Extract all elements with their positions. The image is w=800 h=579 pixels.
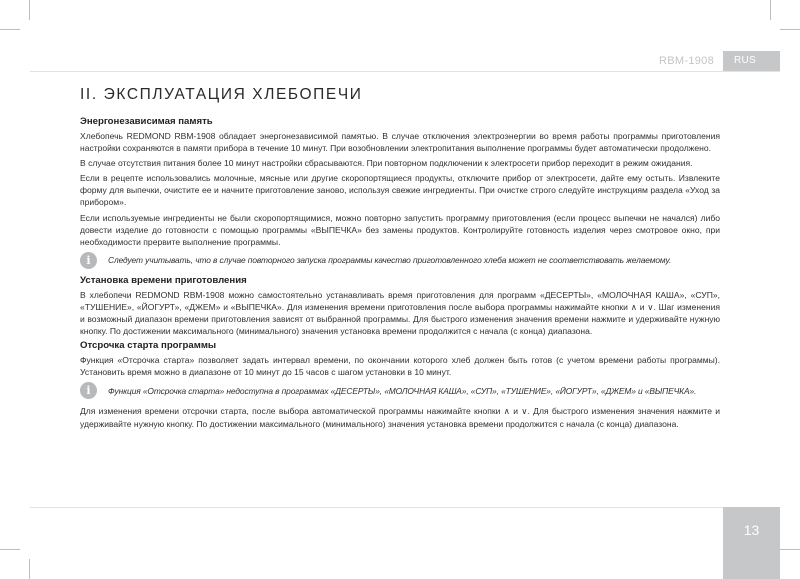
page-number: 13 — [723, 507, 780, 579]
info-icon: i — [80, 252, 97, 269]
paragraph: В случае отсутствия питания более 10 минут настройки сбрасываются. При повторном подключении к электросети прибор переходит в режим ожидания. — [80, 158, 693, 169]
header-lang-badge: RUS — [723, 51, 780, 71]
crop-mark — [780, 29, 800, 30]
paragraph: Функция «Отсрочка старта» позволяет задать интервал времени, по окончании которого хлеб должен быть готов (с учетом времени работы программы). Установить время можно в диапазоне от 10 минут до 15 часов с шагом установки в 10 минут. — [80, 355, 720, 378]
crop-mark — [780, 549, 800, 550]
paragraph: Если в рецепте использовались молочные, мясные или другие скоропортящиеся продукты, отключите прибор от электросети, дайте ему остыть. Извлеките форму для выпечки, очистите ее и начните приготовление заново, используя свежие ингредиенты. При очистке строго следуйте инструкциям раздела «Уход за прибором». — [80, 173, 720, 208]
info-note-text: Функция «Отсрочка старта» недоступна в программах «ДЕСЕРТЫ», «МОЛОЧНАЯ КАША», «СУП», «ТУШЕНИЕ», «ЙОГУРТ», «ДЖЕМ» и «ВЫПЕЧКА». — [108, 385, 697, 396]
header-model: RBM-1908 — [659, 55, 714, 67]
paragraph: Если используемые ингредиенты не были скоропортящимися, можно повторно запустить программу приготовления (если процесс выпечки не начался) либо довести изделие до готовности с помощью программы «ВЫПЕЧКА» без замены продуктов. Контролируйте готовность изделия через смотровое окно, при необходимости прервите выполнение программы. — [80, 212, 720, 247]
paragraph-text: и — [509, 406, 522, 417]
info-icon: i — [80, 382, 97, 399]
paragraph-text: В хлебопечи REDMOND RBM-1908 можно самостоятельно устанавливать время приготовления для программ «ДЕСЕРТЫ», «МОЛОЧНАЯ КАША», «СУП», «ТУШЕНИЕ», «ЙОГУРТ», «ДЖЕМ» и «ВЫПЕЧКА». Для изменения времени приготовления после выбора программы нажимайте кнопки — [80, 289, 720, 312]
page-content — [80, 86, 720, 433]
info-note-text: Следует учитывать, что в случае повторного запуска программы качество приготовленного хлеба может не соответствовать желаемому. — [108, 255, 672, 266]
paragraph-text: . Для быстрого изменения значения нажмите и удерживайте нужную кнопку. По достижении максимального (минимального) значения установка времени продолжится с начала (с конца) диапазона. — [80, 406, 720, 429]
up-arrow-icon: ∧ — [630, 301, 637, 312]
paragraph-text: Для изменения времени отсрочки старта, после выбора автоматической программы нажимайте кнопки — [80, 406, 504, 417]
crop-mark — [29, 0, 30, 20]
crop-mark — [29, 559, 30, 579]
paragraph — [80, 289, 720, 337]
section-title: II. ЭКСПЛУАТАЦИЯ ХЛЕБОПЕЧИ — [80, 86, 363, 103]
info-note — [80, 382, 720, 399]
footer-rule — [30, 507, 723, 508]
up-arrow-icon: ∧ — [503, 406, 510, 417]
subheading-cooking-time: Установка времени приготовления — [80, 274, 247, 286]
paragraph-text: . Шаг изменения и возможный диапазон времени приготовления зависят от выбранной программы. Для быстрого изменения значения времени нажмите и удерживайте нужную кнопку. По достижении максимального (минимального) значения установка времени продолжится с начала (с конца) диапазона. — [80, 301, 720, 337]
crop-mark — [0, 549, 20, 550]
paragraph: Хлебопечь REDMOND RBM-1908 обладает энергонезависимой памятью. В случае отключения электроэнергии во время работы программы приготовления настройки сохраняются в памяти прибора в течение 10 минут. При возобновлении электропитания выполнение программы будет автоматически продолжено. — [80, 131, 720, 154]
down-arrow-icon: ∨ — [521, 406, 528, 417]
subheading-energy-memory: Энергонезависимая память — [80, 116, 213, 127]
crop-mark — [0, 29, 20, 30]
header-rule — [30, 71, 780, 72]
paragraph — [80, 405, 720, 429]
crop-mark — [770, 0, 771, 20]
down-arrow-icon: ∨ — [647, 301, 654, 312]
info-note — [80, 252, 720, 269]
subheading-delay-start: Отсрочка старта программы — [80, 340, 217, 352]
paragraph-text: и — [636, 301, 648, 312]
